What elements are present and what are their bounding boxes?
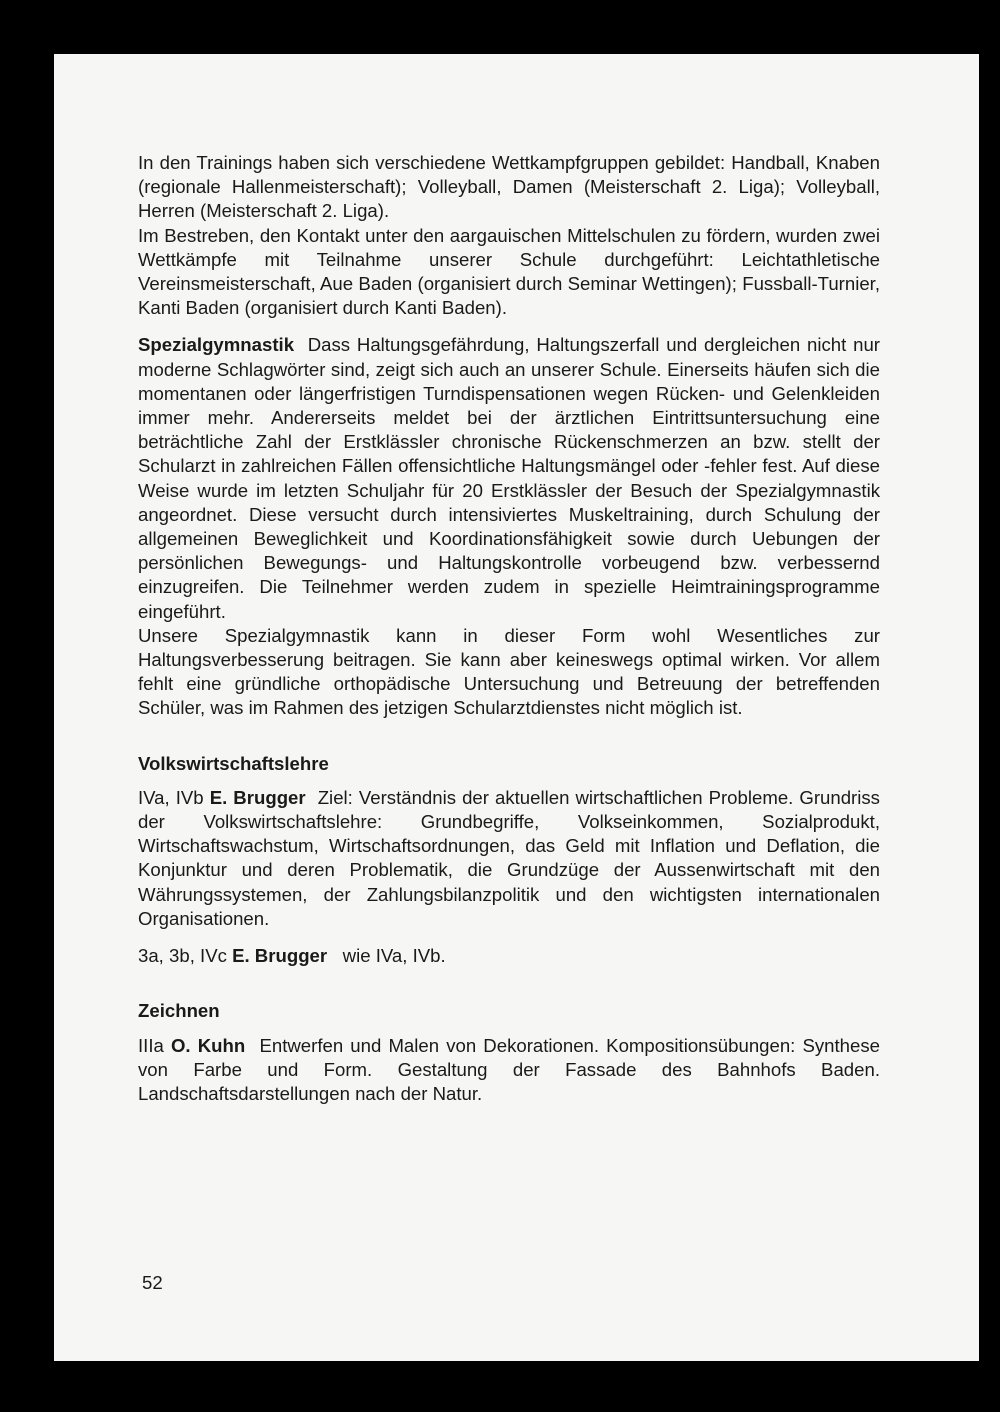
document-page bbox=[54, 54, 979, 1361]
page-content bbox=[138, 151, 880, 1106]
spezialgymnastik-text: Dass Haltungsgefährdung, Haltungszerfall und dergleichen nicht nur moderne Schlagwörter sind, zeigt sich auch an unserer Schule. Einerseits häufen sich die momentanen oder längerfristigen Turndispensationen wegen Rücken- und Gelenkleiden immer mehr. Andererseits meldet bei der ärztlichen Eintrittsuntersuchung eine beträchtliche Zahl der Erstklässler chronische Rückenschmerzen an bzw. stellt der Schularzt in zahlreichen Fällen offensichtliche Haltungsmängel oder -fehler fest. Auf diese Weise wurde im letzten Schuljahr für 20 Erstklässler der Besuch der Spezialgymnastik angeordnet. Diese versucht durch intensiviertes Muskeltraining, durch Schulung der allgemeinen Beweglichkeit und Koordinationsfähigkeit sowie durch Uebungen der persönlichen Bewegungs- und Haltungskontrolle vorbeugend bzw. verbessernd einzugreifen. Die Teilnehmer werden zudem in spezielle Heimtrainingsprogramme eingeführt. bbox=[138, 334, 880, 622]
course-description: Entwerfen und Malen von Dekorationen. Kompositionsübungen: Synthese von Farbe und Form. Gestaltung der Fassade des Bahnhofs Baden. Landschaftsdarstellungen nach der Natur. bbox=[138, 1034, 880, 1104]
page-number: 52 bbox=[142, 1272, 163, 1293]
course-teacher: O. Kuhn bbox=[170, 1034, 246, 1056]
course-entry-zeichnen-1 bbox=[138, 1034, 880, 1107]
course-classes: IIIa bbox=[138, 1034, 164, 1056]
section-spezialgymnastik bbox=[138, 333, 880, 623]
heading-volkswirtschaftslehre: Volkswirtschaftslehre bbox=[138, 752, 329, 774]
heading-zeichnen: Zeichnen bbox=[138, 1000, 220, 1022]
course-description: wie IVa, IVb. bbox=[342, 945, 446, 967]
course-classes: 3a, 3b, IVc bbox=[138, 945, 227, 967]
section-lead-spezialgymnastik: Spezialgymnastik bbox=[138, 334, 295, 356]
paragraph-kontakt-mittelschulen: Im Bestreben, den Kontakt unter den aargauischen Mittelschulen zu fördern, wurden zwei Wettkämpfe mit Teilnahme unserer Schule durchgeführt: Leichtathletische Vereinsmeisterschaft, Aue Baden (organisiert durch Seminar Wettingen); Fussball-Turnier, Kanti Baden (organisiert durch Kanti Baden). bbox=[138, 224, 880, 319]
paragraph-wettkampfgruppen: In den Trainings haben sich verschiedene Wettkampfgruppen gebildet: Handball, Knaben (regionale Hallenmeisterschaft); Volleyball, Damen (Meisterschaft 2. Liga); Volleyball, Herren (Meisterschaft 2. Liga). bbox=[138, 152, 880, 222]
course-description: Ziel: Verständnis der aktuellen wirtschaftlichen Probleme. Grundriss der Volkswirtschaftslehre: Grundbegriffe, Volkseinkommen, Sozialprodukt, Wirtschaftswachstum, Wirtschaftsordnungen, das Geld mit Inflation und Deflation, die Konjunktur und deren Problematik, die Grundzüge der Aussenwirtschaft mit den Währungssystemen, der Zahlungsbilanzpolitik und den wichtigsten internationalen Organisationen. bbox=[138, 786, 880, 929]
paragraph-spezialgymnastik-fazit: Unsere Spezialgymnastik kann in dieser Form wohl Wesentliches zur Haltungsverbesserung beitragen. Sie kann aber keineswegs optimal wirken. Vor allem fehlt eine gründliche orthopädische Untersuchung und Betreuung der betreffenden Schüler, was im Rahmen des jetzigen Schularztdienstes nicht möglich ist. bbox=[138, 624, 880, 719]
course-entry-vwl-1 bbox=[138, 786, 880, 931]
course-teacher: E. Brugger bbox=[232, 945, 328, 967]
course-entry-vwl-2 bbox=[138, 944, 880, 968]
course-classes: IVa, IVb bbox=[138, 786, 204, 808]
course-teacher: E. Brugger bbox=[209, 786, 306, 808]
